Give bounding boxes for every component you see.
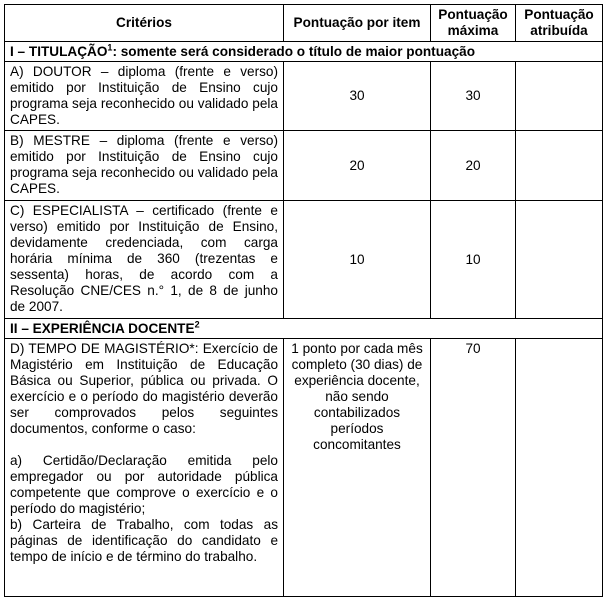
pontos-especialista: 10 [284,201,431,319]
criterio-magisterio-intro: D) TEMPO DE MAGISTÉRIO*: Exercício de Magistério em Instituição de Educação Básica ou Superior, pública ou privada. O exercício e o período do magistério deverão ser comprovados pelos seguintes documentos, conforme o caso: [10,341,278,436]
header-pontuacao-atribuida [516,5,603,42]
criterio-especialista: C) ESPECIALISTA – certificado (frente e verso) emitido por Instituição de Ensino, devidamente credenciada, com carga horária mínima de 360 (trezentas e sessenta) horas, de acordo com a Resolução CNE/CES n.° 1, de 8 de junho de 2007. [5,201,284,319]
header-pontuacao-atribuida-line2: atribuída [530,23,588,38]
scoring-table-container [4,4,603,597]
table-row-especialista [5,201,603,319]
criterio-doutor: A) DOUTOR – diploma (frente e verso) emitido por Instituição de Ensino cujo programa seja reconhecido ou validado pela CAPES. [5,62,284,131]
atribuida-magisterio[interactable] [516,339,603,597]
criterio-magisterio [5,339,284,597]
section-experiencia-footnote: 2 [194,318,200,329]
section-experiencia-row [5,319,603,339]
maximo-doutor: 30 [431,62,516,131]
header-pontuacao-maxima [431,5,516,42]
maximo-magisterio: 70 [431,339,516,597]
criterio-magisterio-spacer [10,437,278,453]
scoring-table [4,4,603,597]
section-titulacao-title [5,42,603,62]
pontos-magisterio: 1 ponto por cada mês completo (30 dias) de experiência docente, não sendo contabilizados períodos concomitantes [284,339,431,597]
header-pontuacao-por-item: Pontuação por item [284,5,431,42]
section-titulacao-footnote: 1 [107,41,113,52]
table-row-doutor [5,62,603,131]
header-pontuacao-maxima-line2: máxima [447,23,499,38]
table-row-magisterio [5,339,603,597]
header-row [5,5,603,42]
section-titulacao-row [5,42,603,62]
table-row-mestre [5,131,603,201]
maximo-mestre: 20 [431,131,516,201]
atribuida-mestre[interactable] [516,131,603,201]
section-titulacao-prefix: I – TITULAÇÃO [10,43,108,59]
section-experiencia-title [5,319,603,339]
header-criterios: Critérios [5,5,284,42]
section-experiencia-prefix: II – EXPERIÊNCIA DOCENTE [10,320,195,336]
atribuida-especialista[interactable] [516,201,603,319]
pontos-doutor: 30 [284,62,431,131]
atribuida-doutor[interactable] [516,62,603,131]
pontos-mestre: 20 [284,131,431,201]
criterio-magisterio-item-a: a) Certidão/Declaração emitida pelo empregador ou por autoridade pública competente que comprove o exercício e o período do magistério; [10,453,278,516]
criterio-mestre: B) MESTRE – diploma (frente e verso) emitido por Instituição de Ensino cujo programa seja reconhecido ou validado pela CAPES. [5,131,284,201]
section-titulacao-suffix: : somente será considerado o título de maior pontuação [112,43,476,59]
header-pontuacao-maxima-line1: Pontuação [438,7,508,22]
maximo-especialista: 10 [431,201,516,319]
criterio-magisterio-item-b: b) Carteira de Trabalho, com todas as páginas de identificação do candidato e tempo de início e de término do trabalho. [10,517,278,564]
header-pontuacao-atribuida-line1: Pontuação [524,7,594,22]
